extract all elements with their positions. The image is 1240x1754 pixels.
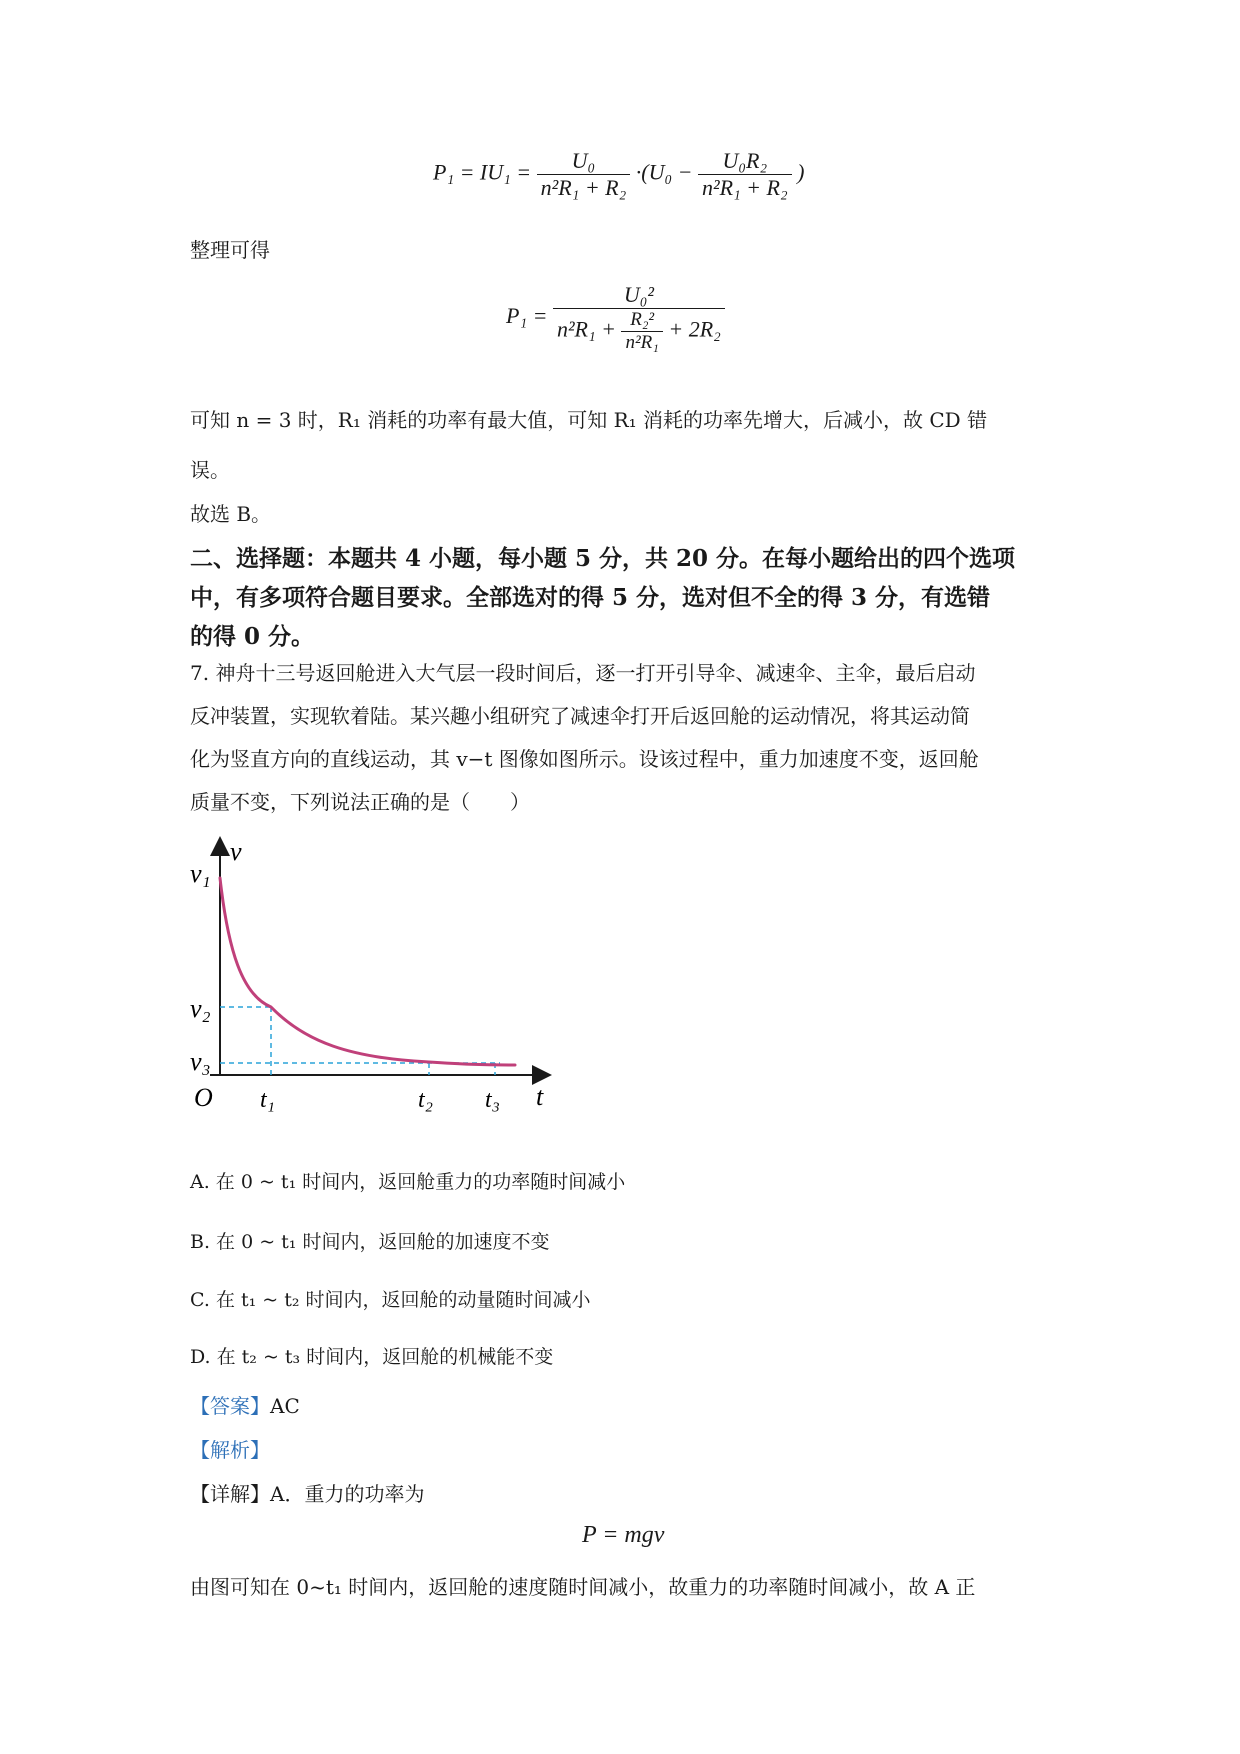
option-c: C. 在 t₁ ~ t₂ 时间内，返回舱的动量随时间减小 [190,1289,591,1311]
formula1-lhs: P₁ = IU₁ = [433,159,532,185]
origin-label: O [194,1083,213,1112]
v3-label: v₃ [190,1047,211,1076]
answer-tag: 【答案】 [190,1394,270,1418]
v1-label: v₁ [190,859,211,888]
question-7-line-3: 化为竖直方向的直线运动，其 v−t 图像如图所示。设该过程中，重力加速度不变，返回舱 [190,747,979,771]
choose-b-line: 故选 B。 [190,502,272,526]
formula2-den-b: + 2R₂ [668,316,721,342]
v-axis-label: v [230,837,242,866]
formula2-denominator [553,309,725,354]
formula1-frac2-numerator: U₀R₂ [698,148,792,175]
formula1-mid: ·(U₀ − [635,159,693,185]
formula2-numerator: U₀² [553,282,725,309]
detail-line [190,1480,424,1508]
power-formula-1 [433,148,804,201]
gravity-power-formula: P = mgv [582,1522,665,1548]
question-7-line-4: 质量不变，下列说法正确的是（ ） [190,790,530,814]
formula1-frac1-denominator: n²R₁ + R₂ [540,175,627,200]
question-7-line-2: 反冲装置，实现软着陆。某兴趣小组研究了减速伞打开后返回舱的运动情况，将其运动简 [190,704,970,728]
t1-label: t₁ [260,1087,276,1113]
t3-label: t₃ [485,1087,501,1113]
option-b: B. 在 0 ~ t₁ 时间内，返回舱的加速度不变 [190,1231,550,1253]
section-2-heading-line-2: 中，有多项符合题目要求。全部选对的得 5 分，选对但不全的得 3 分，有选错 [190,584,991,611]
v-t-graph [180,830,560,1120]
detail-text: A．重力的功率为 [270,1482,425,1506]
formula2-fraction [553,282,725,354]
formula2-inner-fraction [621,309,662,354]
formula1-fraction-2 [698,148,792,201]
conclusion-line-1: 可知 n = 3 时，R₁ 消耗的功率有最大值，可知 R₁ 消耗的功率先增大，后减小，故 CD 错 [190,408,988,432]
section-2-heading-line-1: 二、选择题：本题共 4 小题，每小题 5 分，共 20 分。在每小题给出的四个选项 [190,545,1016,572]
explanation-last-line: 由图可知在 0~t₁ 时间内，返回舱的速度随时间减小，故重力的功率随时间减小，故 A 正 [190,1575,976,1599]
conclusion-line-2: 误。 [190,458,230,482]
formula2-inner-numerator: R₂² [621,309,662,332]
velocity-curve [220,878,515,1065]
t-axis-label: t [536,1082,544,1111]
v2-label: v₂ [190,994,211,1023]
answer-value: AC [270,1394,300,1418]
formula2-lhs: P₁ = [506,303,548,329]
option-d: D. 在 t₂ ~ t₃ 时间内，返回舱的机械能不变 [190,1346,554,1368]
text-zhengli: 整理可得 [190,238,270,262]
option-a: A. 在 0 ~ t₁ 时间内，返回舱重力的功率随时间减小 [190,1171,626,1193]
formula1-frac1-numerator: U₀ [537,148,631,175]
formula1-tail: ) [797,159,805,185]
formula2-den-a: n²R₁ + [556,316,616,342]
answer-line [190,1392,300,1420]
detail-tag: 【详解】 [190,1482,270,1506]
section-2-heading-line-3: 的得 0 分。 [190,623,315,650]
formula2-inner-denominator: n²R₁ [625,332,659,353]
formula1-fraction-1 [537,148,631,201]
analysis-tag: 【解析】 [190,1438,270,1462]
question-7-line-1: 7. 神舟十三号返回舱进入大气层一段时间后，逐一打开引导伞、减速伞、主伞，最后启动 [190,661,976,685]
t2-label: t₂ [418,1087,434,1113]
power-formula-2 [506,282,725,354]
formula1-frac2-denominator: n²R₁ + R₂ [701,175,788,200]
